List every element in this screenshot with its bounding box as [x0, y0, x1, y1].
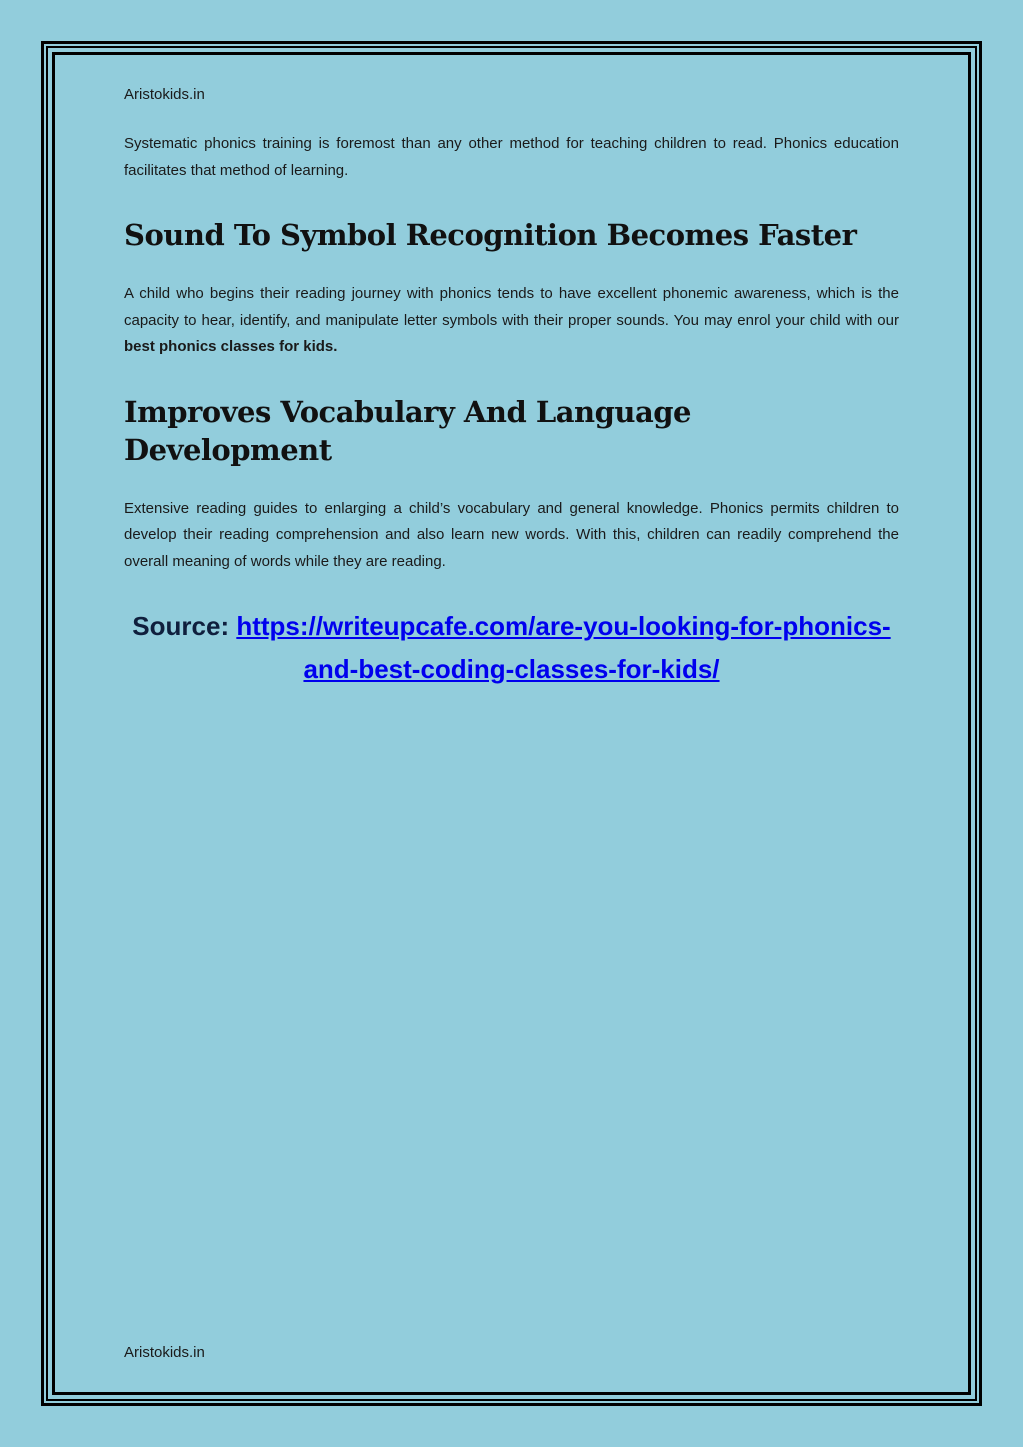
section-heading-sound-to-symbol: Sound To Symbol Recognition Becomes Faster [124, 218, 857, 252]
footer-site-name: Aristokids.in [124, 1344, 205, 1361]
section-heading-vocabulary: Improves Vocabulary And Language Development [124, 394, 692, 467]
section1-paragraph [124, 281, 899, 361]
header-site-name: Aristokids.in [124, 86, 205, 103]
intro-paragraph: Systematic phonics training is foremost than any other method for teaching children to read. Phonics education facilitates that method of learning. [124, 135, 899, 179]
source-line [124, 605, 899, 691]
source-label: Source: [132, 611, 237, 641]
page-content [124, 84, 899, 691]
source-link[interactable]: https://writeupcafe.com/are-you-looking-for-phonics-and-best-coding-classes-for-kids/ [236, 611, 891, 684]
section1-text: A child who begins their reading journey with phonics tends to have excellent phonemic awareness, which is the capacity to hear, identify, and manipulate letter symbols with their proper sounds. You may enrol your child with our [124, 285, 899, 329]
section2-paragraph: Extensive reading guides to enlarging a child’s vocabulary and general knowledge. Phonics permits children to develop their reading comprehension and also learn new words. With this, children can readily comprehend the overall meaning of words while they are reading. [124, 499, 899, 570]
phonics-classes-bold-text: best phonics classes for kids. [124, 338, 338, 355]
